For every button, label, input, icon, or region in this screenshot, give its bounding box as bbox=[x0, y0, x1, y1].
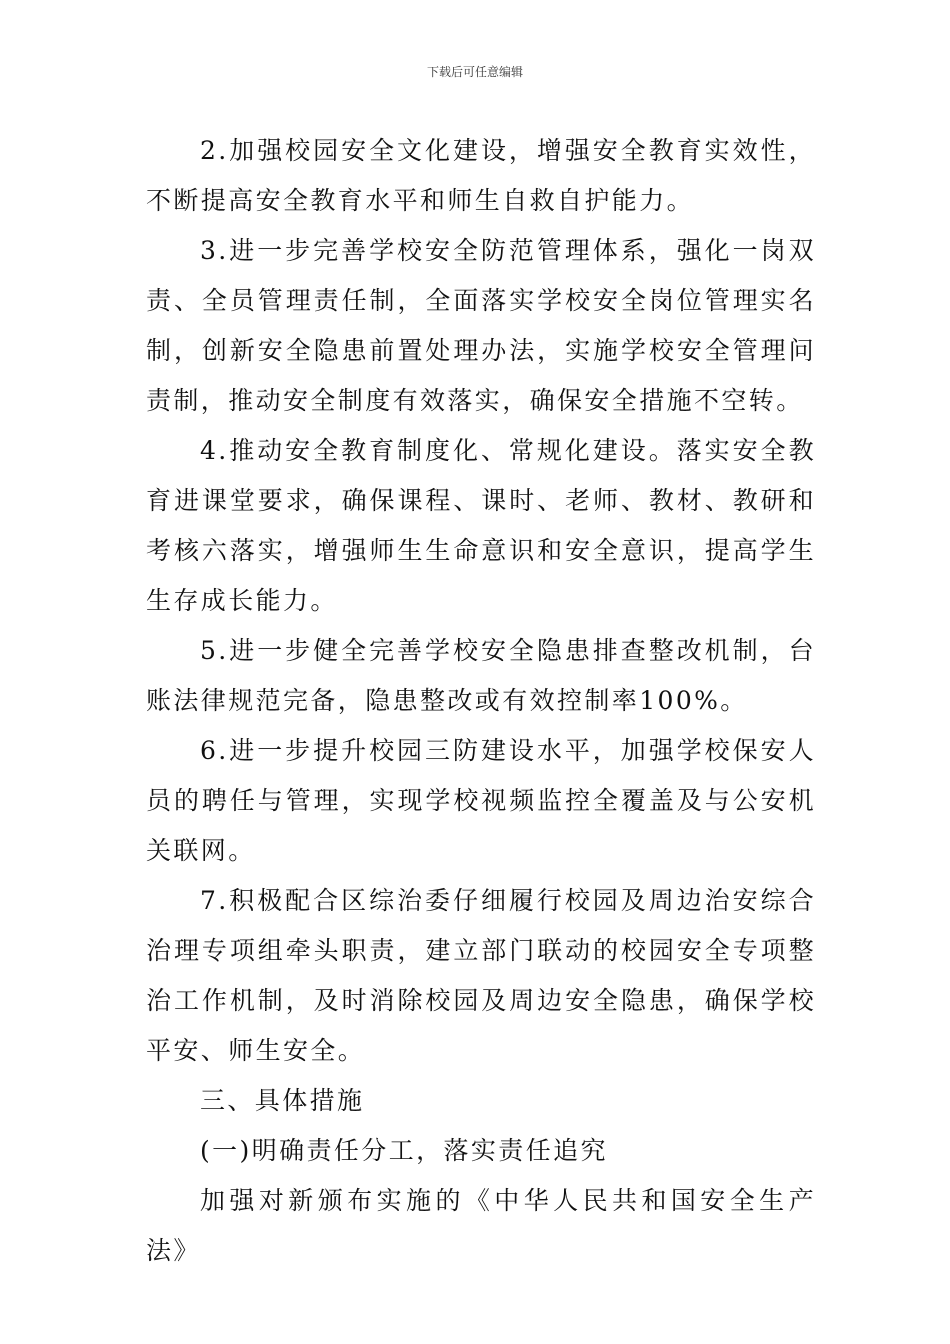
document-body bbox=[146, 126, 816, 1276]
subsection-heading-1: (一)明确责任分工，落实责任追究 bbox=[200, 1136, 608, 1165]
section-heading-measures: 三、具体措施 bbox=[200, 1086, 365, 1115]
paragraph-goal-7: 7.积极配合区综治委仔细履行校园及周边治安综合治理专项组牵头职责，建立部门联动的校园安全专项整治工作机制，及时消除校园及周边安全隐患，确保学校平安、师生安全。 bbox=[146, 886, 816, 1065]
paragraph-goal-3: 3.进一步完善学校安全防范管理体系，强化一岗双责、全员管理责任制，全面落实学校安全岗位管理实名制，创新安全隐患前置处理办法，实施学校安全管理问责制，推动安全制度有效落实，确保安全措施不空转。 bbox=[146, 236, 816, 415]
paragraph-measures-intro: 加强对新颁布实施的《中华人民共和国安全生产法》 bbox=[146, 1186, 816, 1265]
paragraph-goal-5: 5.进一步健全完善学校安全隐患排查整改机制，台账法律规范完备，隐患整改或有效控制率100%。 bbox=[146, 636, 816, 715]
page-header-note: 下载后可任意编辑 bbox=[426, 65, 523, 79]
paragraph-goal-2: 2.加强校园安全文化建设，增强安全教育实效性，不断提高安全教育水平和师生自救自护能力。 bbox=[146, 136, 816, 215]
paragraph-goal-4: 4.推动安全教育制度化、常规化建设。落实安全教育进课堂要求，确保课程、课时、老师、教材、教研和考核六落实，增强师生生命意识和安全意识，提高学生生存成长能力。 bbox=[146, 436, 816, 615]
paragraph-goal-6: 6.进一步提升校园三防建设水平，加强学校保安人员的聘任与管理，实现学校视频监控全覆盖及与公安机关联网。 bbox=[146, 736, 816, 865]
